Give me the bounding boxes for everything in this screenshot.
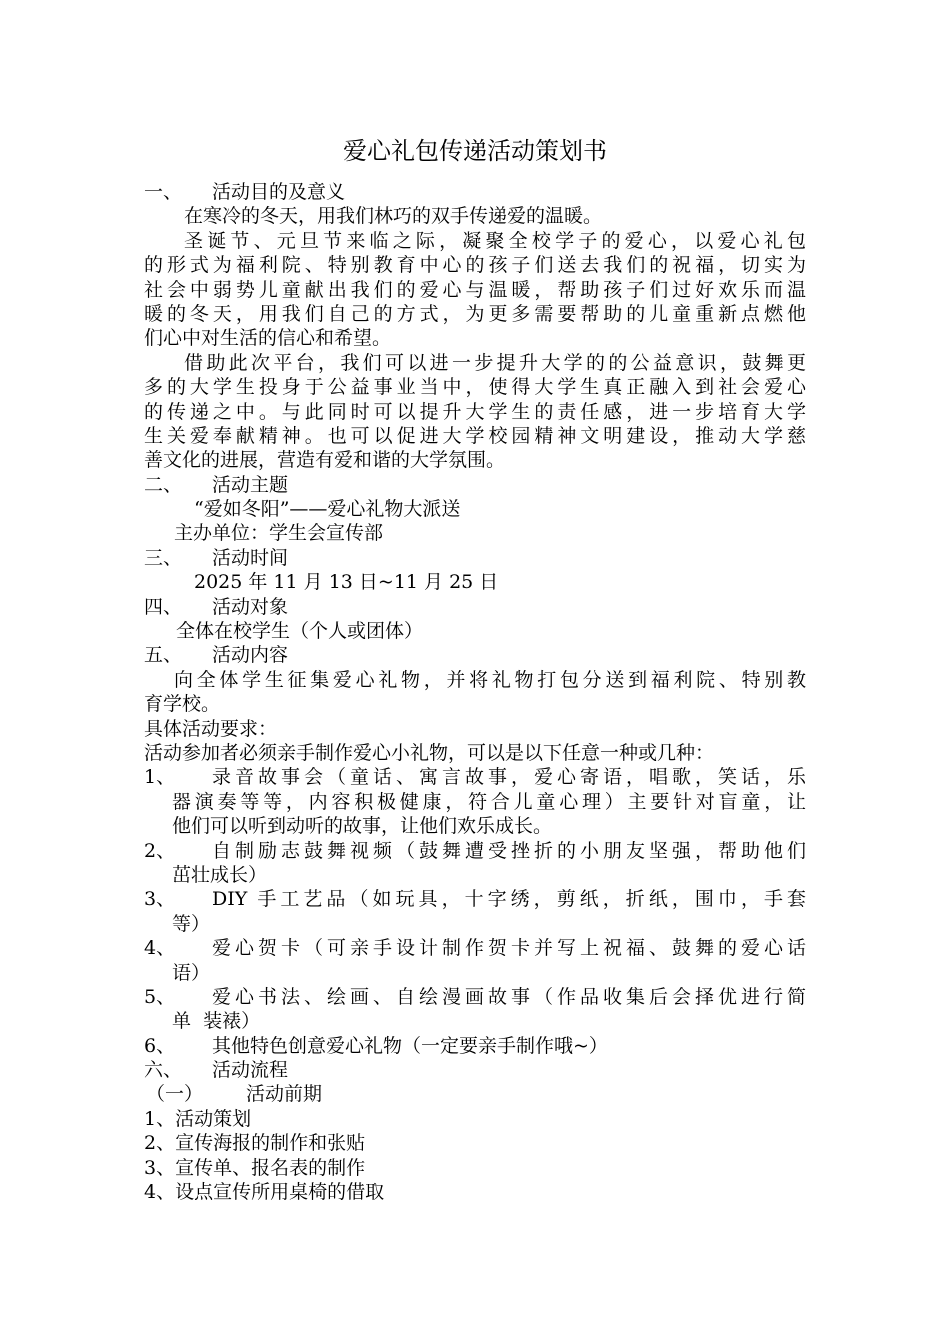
section-title: 活动目的及意义 — [212, 181, 346, 203]
section-heading — [144, 180, 806, 204]
list-item-line: 语） — [172, 961, 211, 984]
paragraph-line: 们心中对生活的信心和希望。 — [144, 327, 392, 350]
list-item — [144, 1034, 806, 1058]
paragraph-line: 向全体学生征集爱心礼物，并将礼物打包分送到福利院、特别教 — [174, 668, 806, 691]
section-number: 六、 — [144, 1059, 183, 1082]
list-item-line: 他们可以听到动听的故事，让他们欢乐成长。 — [172, 815, 553, 838]
list-item-line: 录音故事会（童话、寓言故事，爱心寄语，唱歌，笑话，乐 — [212, 766, 806, 789]
paragraph: 在寒冷的冬天，用我们林巧的双手传递爱的温暖。 — [184, 205, 603, 228]
paragraph — [144, 229, 806, 351]
step-item: 3、宣传单、报名表的制作 — [144, 1156, 366, 1179]
paragraph-line: 育学校。 — [144, 693, 221, 716]
list-item-line: 茁壮成长） — [172, 863, 268, 886]
list-item-number: 2、 — [144, 839, 176, 862]
section-heading — [144, 595, 806, 619]
activity-target: 全体在校学生（个人或团体） — [176, 620, 424, 643]
document-body — [144, 130, 806, 1204]
paragraph-line: 暖的冬天，用我们自己的方式，为更多需要帮助的儿童重新点燃他 — [144, 302, 806, 325]
section-heading — [144, 643, 806, 667]
list-item-line: 自制励志鼓舞视频（鼓舞遭受挫折的小朋友坚强，帮助他们 — [212, 839, 806, 862]
section-title: 活动时间 — [212, 546, 289, 569]
activity-time: 2025 年 11 月 13 日~11 月 25 日 — [194, 571, 499, 594]
paragraph-line: 圣诞节、元旦节来临之际，凝聚全校学子的爱心，以爱心礼包 — [184, 229, 806, 252]
page-title: 爱心礼包传递活动策划书 — [343, 137, 607, 165]
section-title: 活动内容 — [212, 644, 289, 667]
paragraph-line: 借助此次平台，我们可以进一步提升大学的的公益意识，鼓舞更 — [184, 351, 806, 374]
list-item-line: 爱心贺卡（可亲手设计制作贺卡并写上祝福、鼓舞的爱心话 — [212, 937, 806, 960]
section-number: 四、 — [144, 595, 183, 618]
paragraph-line: 的形式为福利院、特别教育中心的孩子们送去我们的祝福，切实为 — [144, 254, 806, 277]
list-item-number: 6、 — [144, 1034, 176, 1057]
section-number: 三、 — [144, 546, 183, 569]
section-number: 五、 — [144, 644, 183, 667]
section-heading — [144, 1058, 806, 1082]
list-item — [144, 765, 806, 838]
list-item-line: 等） — [172, 912, 211, 935]
step-item: 2、宣传海报的制作和张贴 — [144, 1132, 366, 1155]
list-item — [144, 936, 806, 985]
section-number: 二、 — [144, 473, 183, 496]
list-item — [144, 985, 806, 1034]
list-item-number: 1、 — [144, 766, 176, 789]
paragraph-line: 多的大学生投身于公益事业当中，使得大学生真正融入到社会爱心 — [144, 376, 806, 399]
paragraph-line: 的传递之中。与此同时可以提升大学生的责任感，进一步培育大学 — [144, 400, 806, 423]
paragraph-line: 社会中弱势儿童献出我们的爱心与温暖，帮助孩子们过好欢乐而温 — [144, 278, 806, 301]
activity-theme: “爱如冬阳”——爱心礼物大派送 — [194, 498, 461, 521]
list-item-line: 单 装裱） — [172, 1010, 261, 1033]
paragraph — [144, 668, 806, 717]
paragraph-line: 善文化的进展，营造有爱和谐的大学氛围。 — [144, 449, 506, 472]
list-item-number: 3、 — [144, 888, 176, 911]
list-item-line: 爱心书法、绘画、自绘漫画故事（作品收集后会择优进行简 — [212, 985, 806, 1008]
list-item-line: DIY 手工艺品（如玩具，十字绣，剪纸，折纸，围巾，手套 — [212, 888, 806, 911]
list-item — [144, 839, 806, 888]
list-item — [144, 887, 806, 936]
paragraph-line: 生关爱奉献精神。也可以促进大学校园精神文明建设，推动大学慈 — [144, 424, 806, 447]
list-item-number: 4、 — [144, 937, 176, 960]
subsection-heading — [144, 1082, 806, 1106]
step-item: 1、活动策划 — [144, 1107, 252, 1130]
section-heading — [144, 473, 806, 497]
section-title: 活动流程 — [212, 1059, 289, 1082]
organizer: 主办单位：学生会宣传部 — [174, 522, 384, 545]
list-item-line: 其他特色创意爱心礼物（一定要亲手制作哦~） — [212, 1034, 608, 1057]
list-item-line: 器演奏等等，内容积极健康，符合儿童心理）主要针对盲童，让 — [172, 790, 806, 813]
subsection-title: 活动前期 — [246, 1083, 323, 1106]
subsection-number: （一） — [146, 1083, 204, 1106]
step-item: 4、设点宣传所用桌椅的借取 — [144, 1181, 385, 1204]
section-title: 活动主题 — [212, 473, 289, 496]
requirements-title: 具体活动要求： — [144, 717, 278, 740]
section-heading — [144, 546, 806, 570]
requirements-intro: 活动参加者必须亲手制作爱心小礼物，可以是以下任意一种或几种： — [144, 741, 715, 764]
section-number: 一、 — [144, 181, 183, 203]
list-item-number: 5、 — [144, 985, 176, 1008]
section-title: 活动对象 — [212, 595, 289, 618]
paragraph — [144, 351, 806, 473]
